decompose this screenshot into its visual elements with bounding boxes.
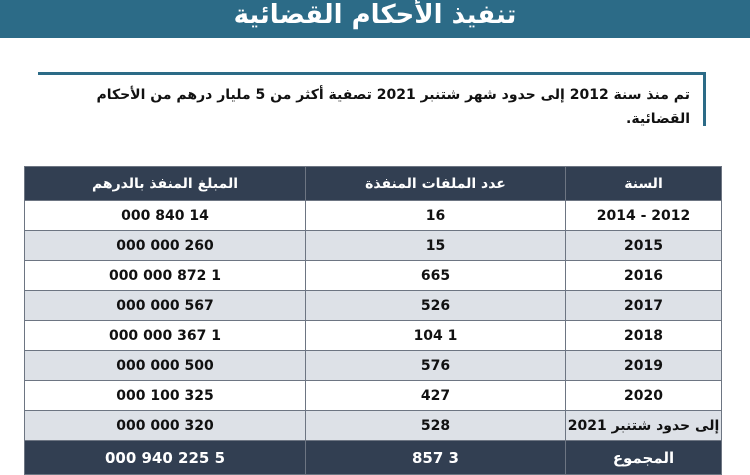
cell-amount: 260 000 000 — [25, 231, 306, 261]
table-row — [25, 291, 722, 321]
table-header-row — [25, 167, 722, 201]
cell-amount: 14 840 000 — [25, 201, 306, 231]
cell-amount: 1 367 000 000 — [25, 321, 306, 351]
table-row — [25, 201, 722, 231]
header-year: السنة — [566, 167, 722, 201]
cell-files: 526 — [306, 291, 566, 321]
cell-year: 2018 — [566, 321, 722, 351]
cell-year: 2017 — [566, 291, 722, 321]
table-row — [25, 351, 722, 381]
cell-amount: 500 000 000 — [25, 351, 306, 381]
cell-amount: 320 000 000 — [25, 411, 306, 441]
table-row — [25, 411, 722, 441]
header-amount: المبلغ المنفذ بالدرهم — [25, 167, 306, 201]
cell-files: 1 104 — [306, 321, 566, 351]
execution-table — [24, 166, 722, 475]
table-row — [25, 261, 722, 291]
summary-note: تم منذ سنة 2012 إلى حدود شهر شتنبر 2021 تصفية أكثر من 5 مليار درهم من الأحكام القضائية. — [96, 87, 690, 127]
table-total-row — [25, 441, 722, 475]
header-files: عدد الملفات المنفذة — [306, 167, 566, 201]
cell-year: 2020 — [566, 381, 722, 411]
cell-files: 665 — [306, 261, 566, 291]
cell-files: 16 — [306, 201, 566, 231]
cell-year: 2012 - 2014 — [566, 201, 722, 231]
page-title: تنفيذ الأحكام القضائية — [233, 0, 517, 30]
cell-files: 576 — [306, 351, 566, 381]
cell-amount: 567 000 000 — [25, 291, 306, 321]
cell-year: 2019 — [566, 351, 722, 381]
cell-year: 2015 — [566, 231, 722, 261]
cell-files: 528 — [306, 411, 566, 441]
total-amount: 5 225 940 000 — [25, 441, 306, 475]
total-label: المجموع — [566, 441, 722, 475]
cell-files: 427 — [306, 381, 566, 411]
cell-files: 15 — [306, 231, 566, 261]
cell-amount: 325 100 000 — [25, 381, 306, 411]
cell-amount: 1 872 000 000 — [25, 261, 306, 291]
table-row — [25, 231, 722, 261]
cell-year: إلى حدود شتنبر 2021 — [566, 411, 722, 441]
table-row — [25, 321, 722, 351]
cell-year: 2016 — [566, 261, 722, 291]
table-row — [25, 381, 722, 411]
total-files: 3 857 — [306, 441, 566, 475]
